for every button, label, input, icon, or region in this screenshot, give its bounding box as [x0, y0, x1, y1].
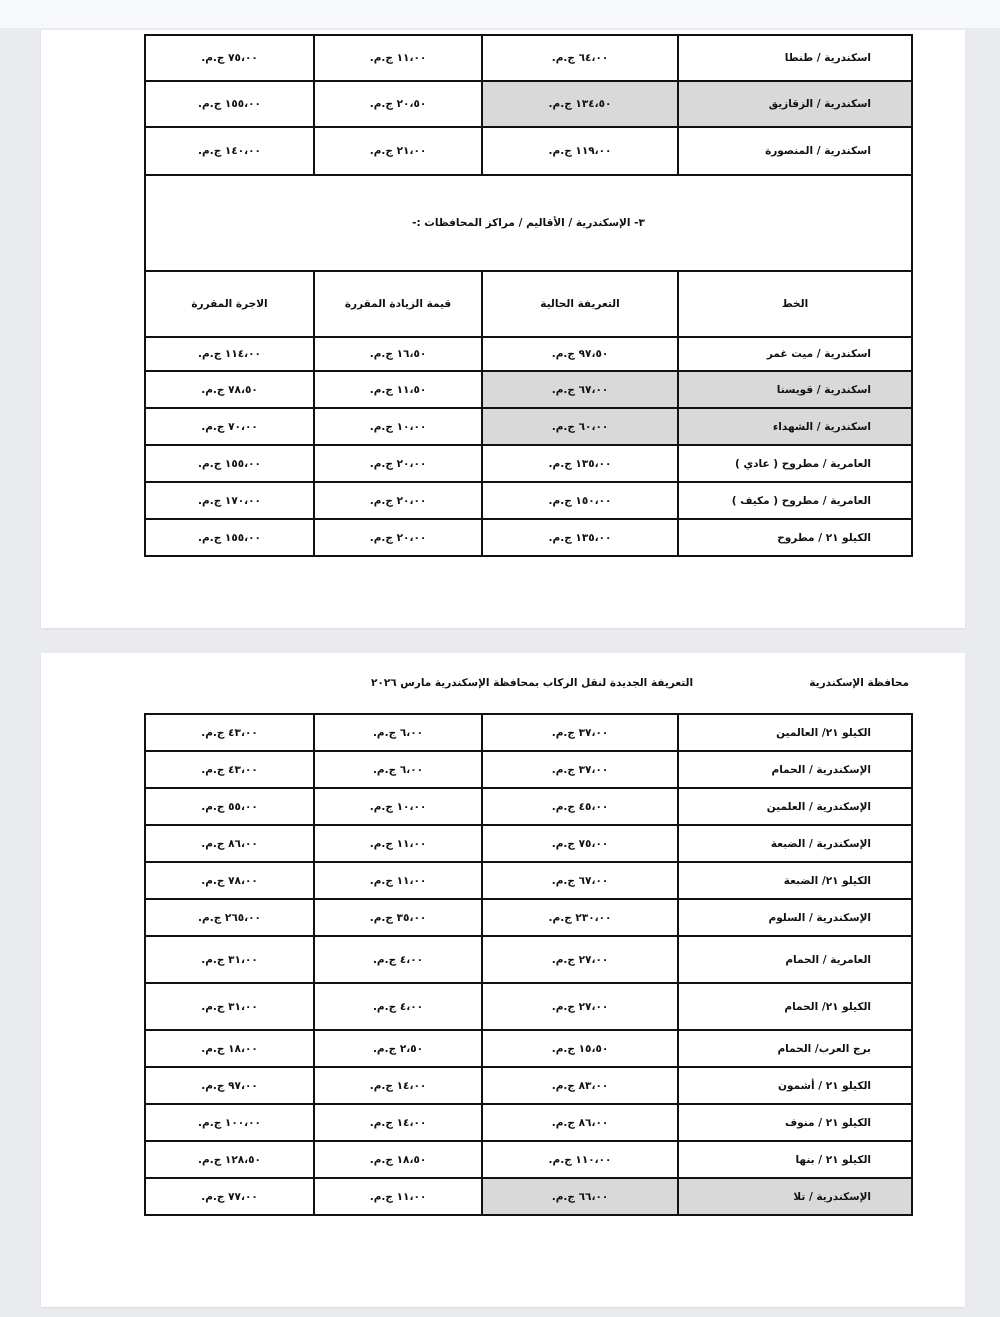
- current-fare-cell: ٧٥،٠٠ ج.م.: [482, 825, 678, 862]
- table-row: [145, 371, 912, 408]
- column-header-row: [145, 271, 912, 337]
- new-fare-cell: ٩٧،٠٠ ج.م.: [145, 1067, 314, 1104]
- increase-cell: ١٠،٠٠ ج.م.: [314, 788, 482, 825]
- increase-cell: ٢٠،٠٠ ج.م.: [314, 445, 482, 482]
- route-cell: الكيلو ٢١ / منوف: [678, 1104, 912, 1141]
- current-fare-cell: ١٥٠،٠٠ ج.م.: [482, 482, 678, 519]
- increase-cell: ١٦،٥٠ ج.م.: [314, 337, 482, 371]
- table-row: [145, 408, 912, 445]
- new-fare-cell: ١٧٠،٠٠ ج.م.: [145, 482, 314, 519]
- table-row: [145, 862, 912, 899]
- new-fare-cell: ١١٤،٠٠ ج.م.: [145, 337, 314, 371]
- route-cell: برج العرب/ الحمام: [678, 1030, 912, 1067]
- current-fare-cell: ٦٧،٠٠ ج.م.: [482, 371, 678, 408]
- new-fare-cell: ٢٦٥،٠٠ ج.م.: [145, 899, 314, 936]
- header-current-fare: التعريفة الحالية: [482, 271, 678, 337]
- increase-cell: ٦،٠٠ ج.م.: [314, 751, 482, 788]
- new-fare-cell: ٨٦،٠٠ ج.م.: [145, 825, 314, 862]
- document-page-1: [41, 30, 965, 628]
- new-fare-cell: ٥٥،٠٠ ج.م.: [145, 788, 314, 825]
- increase-cell: ٢٠،٠٠ ج.م.: [314, 482, 482, 519]
- table-row: [145, 936, 912, 983]
- new-fare-cell: ١٥٥،٠٠ ج.م.: [145, 81, 314, 127]
- current-fare-cell: ٢٣٠،٠٠ ج.م.: [482, 899, 678, 936]
- section-title-row: [145, 175, 912, 271]
- route-cell: الكيلو ٢١ / أشمون: [678, 1067, 912, 1104]
- route-cell: اسكندرية / قويسنا: [678, 371, 912, 408]
- increase-cell: ٦،٠٠ ج.م.: [314, 714, 482, 751]
- increase-cell: ١١،٠٠ ج.م.: [314, 1178, 482, 1215]
- route-cell: الكيلو ٢١/ العالمين: [678, 714, 912, 751]
- current-fare-cell: ٩٧،٥٠ ج.م.: [482, 337, 678, 371]
- new-fare-cell: ١٥٥،٠٠ ج.م.: [145, 519, 314, 556]
- route-cell: الكيلو ٢١/ الضبعة: [678, 862, 912, 899]
- current-fare-cell: ٢٧،٠٠ ج.م.: [482, 936, 678, 983]
- new-fare-cell: ١٥٥،٠٠ ج.م.: [145, 445, 314, 482]
- new-fare-cell: ٧٨،٥٠ ج.م.: [145, 371, 314, 408]
- route-cell: العامرية / مطروح ( عادي ): [678, 445, 912, 482]
- current-fare-cell: ٦٧،٠٠ ج.م.: [482, 862, 678, 899]
- increase-cell: ١١،٥٠ ج.م.: [314, 371, 482, 408]
- route-cell: العامرية / مطروح ( مكيف ): [678, 482, 912, 519]
- route-cell: اسكندرية / طنطا: [678, 35, 912, 81]
- table-row: [145, 35, 912, 81]
- current-fare-cell: ٨٦،٠٠ ج.م.: [482, 1104, 678, 1141]
- table-row: [145, 445, 912, 482]
- increase-cell: ٤،٠٠ ج.م.: [314, 983, 482, 1030]
- increase-cell: ٢،٥٠ ج.م.: [314, 1030, 482, 1067]
- increase-cell: ١١،٠٠ ج.م.: [314, 35, 482, 81]
- new-fare-cell: ٧٧،٠٠ ج.م.: [145, 1178, 314, 1215]
- header-new-fare: الاجرة المقررة: [145, 271, 314, 337]
- section-title: ٣- الإسكندرية / الأقاليم / مراكز المحافظات :-: [145, 175, 912, 271]
- route-cell: الإسكندرية / الضبعة: [678, 825, 912, 862]
- table-row: [145, 1178, 912, 1215]
- document-title: التعريفة الجديدة لنقل الركاب بمحافظة الإسكندرية مارس ٢٠٢٦: [371, 677, 694, 689]
- table-row: [145, 751, 912, 788]
- document-page-2: [41, 653, 965, 1307]
- route-cell: الكيلو ٢١ / مطروح: [678, 519, 912, 556]
- table-row: [145, 1141, 912, 1178]
- new-fare-cell: ٣١،٠٠ ج.م.: [145, 983, 314, 1030]
- table-row: [145, 127, 912, 175]
- table-row: [145, 1030, 912, 1067]
- current-fare-cell: ١٣٤،٥٠ ج.م.: [482, 81, 678, 127]
- increase-cell: ٣٥،٠٠ ج.م.: [314, 899, 482, 936]
- current-fare-cell: ٤٥،٠٠ ج.م.: [482, 788, 678, 825]
- current-fare-cell: ٦٤،٠٠ ج.م.: [482, 35, 678, 81]
- new-fare-cell: ٤٣،٠٠ ج.م.: [145, 751, 314, 788]
- current-fare-cell: ١١٩،٠٠ ج.م.: [482, 127, 678, 175]
- table-row: [145, 1067, 912, 1104]
- table-row: [145, 788, 912, 825]
- header-increase: قيمة الزيادة المقررة: [314, 271, 482, 337]
- current-fare-cell: ١١٠،٠٠ ج.م.: [482, 1141, 678, 1178]
- route-cell: العامرية / الحمام: [678, 936, 912, 983]
- current-fare-cell: ٦٠،٠٠ ج.م.: [482, 408, 678, 445]
- fare-rows-top: [145, 35, 912, 175]
- route-cell: الإسكندرية / العلمين: [678, 788, 912, 825]
- route-cell: الكيلو ٢١ / بنها: [678, 1141, 912, 1178]
- new-fare-cell: ١٨،٠٠ ج.م.: [145, 1030, 314, 1067]
- table-row: [145, 714, 912, 751]
- route-cell: الإسكندرية / تلا: [678, 1178, 912, 1215]
- increase-cell: ١٤،٠٠ ج.م.: [314, 1067, 482, 1104]
- route-cell: الإسكندرية / السلوم: [678, 899, 912, 936]
- current-fare-cell: ٨٣،٠٠ ج.م.: [482, 1067, 678, 1104]
- increase-cell: ٢١،٠٠ ج.م.: [314, 127, 482, 175]
- header-route: الخط: [678, 271, 912, 337]
- table-row: [145, 482, 912, 519]
- increase-cell: ٢٠،٥٠ ج.م.: [314, 81, 482, 127]
- route-cell: اسكندرية / الشهداء: [678, 408, 912, 445]
- new-fare-cell: ١٤٠،٠٠ ج.م.: [145, 127, 314, 175]
- current-fare-cell: ١٥،٥٠ ج.م.: [482, 1030, 678, 1067]
- fare-table-page-2: [144, 713, 913, 1216]
- increase-cell: ١١،٠٠ ج.م.: [314, 825, 482, 862]
- increase-cell: ١٠،٠٠ ج.م.: [314, 408, 482, 445]
- route-cell: الكيلو ٢١/ الحمام: [678, 983, 912, 1030]
- increase-cell: ١١،٠٠ ج.م.: [314, 862, 482, 899]
- table-row: [145, 899, 912, 936]
- table-row: [145, 81, 912, 127]
- route-cell: الإسكندرية / الحمام: [678, 751, 912, 788]
- governorate-label: محافظة الإسكندرية: [809, 677, 909, 689]
- new-fare-cell: ١٢٨،٥٠ ج.م.: [145, 1141, 314, 1178]
- new-fare-cell: ٤٣،٠٠ ج.م.: [145, 714, 314, 751]
- increase-cell: ١٤،٠٠ ج.م.: [314, 1104, 482, 1141]
- current-fare-cell: ١٣٥،٠٠ ج.م.: [482, 519, 678, 556]
- route-cell: اسكندرية / ميت غمر: [678, 337, 912, 371]
- fare-table-page-1: [144, 34, 913, 557]
- increase-cell: ١٨،٥٠ ج.م.: [314, 1141, 482, 1178]
- viewer-top-bar: [0, 0, 1000, 28]
- new-fare-cell: ٧٥،٠٠ ج.م.: [145, 35, 314, 81]
- increase-cell: ٤،٠٠ ج.م.: [314, 936, 482, 983]
- new-fare-cell: ٧٨،٠٠ ج.م.: [145, 862, 314, 899]
- table-row: [145, 983, 912, 1030]
- fare-rows-bottom: [145, 337, 912, 556]
- current-fare-cell: ٦٦،٠٠ ج.م.: [482, 1178, 678, 1215]
- new-fare-cell: ٧٠،٠٠ ج.م.: [145, 408, 314, 445]
- current-fare-cell: ١٣٥،٠٠ ج.م.: [482, 445, 678, 482]
- increase-cell: ٢٠،٠٠ ج.م.: [314, 519, 482, 556]
- table-row: [145, 337, 912, 371]
- fare-rows: [145, 714, 912, 1215]
- new-fare-cell: ٣١،٠٠ ج.م.: [145, 936, 314, 983]
- current-fare-cell: ٣٧،٠٠ ج.م.: [482, 751, 678, 788]
- table-row: [145, 519, 912, 556]
- route-cell: اسكندرية / الزقازيق: [678, 81, 912, 127]
- current-fare-cell: ٢٧،٠٠ ج.م.: [482, 983, 678, 1030]
- table-row: [145, 1104, 912, 1141]
- new-fare-cell: ١٠٠،٠٠ ج.م.: [145, 1104, 314, 1141]
- current-fare-cell: ٣٧،٠٠ ج.م.: [482, 714, 678, 751]
- route-cell: اسكندرية / المنصورة: [678, 127, 912, 175]
- table-row: [145, 825, 912, 862]
